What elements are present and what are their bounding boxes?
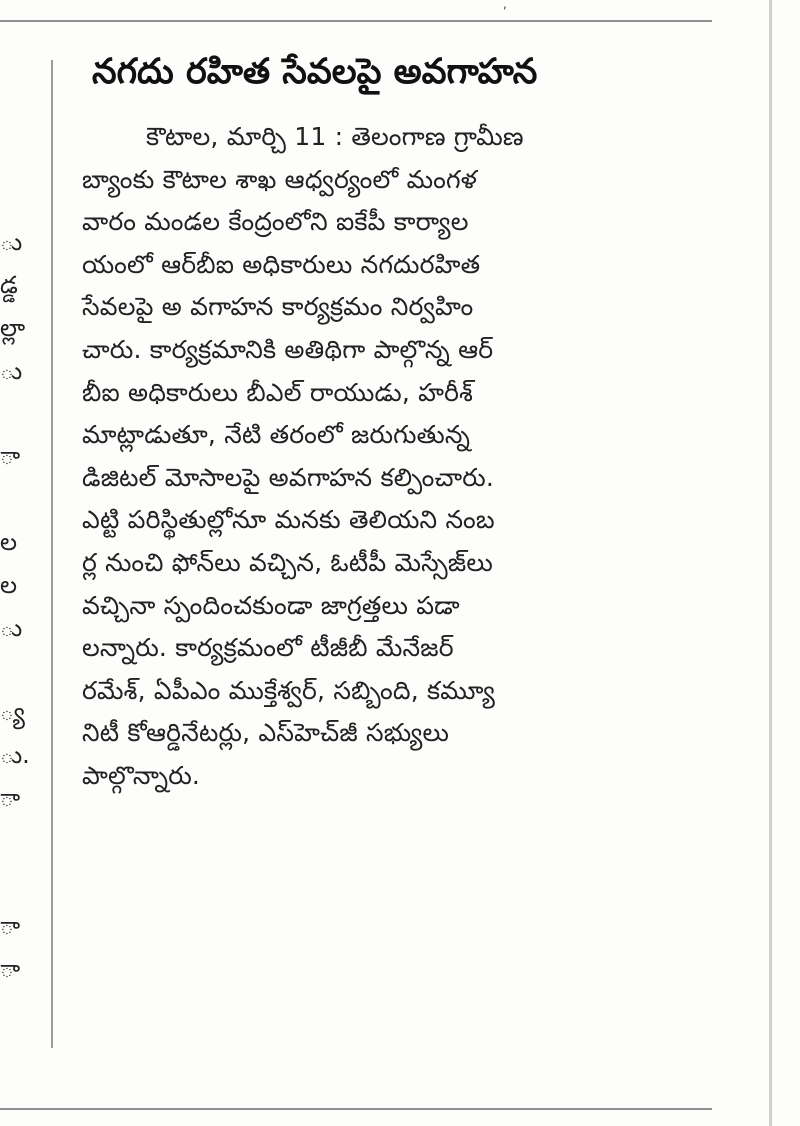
article-line: కౌటాల, మార్చి 11 : తెలంగాణ గ్రామీణ: [146, 122, 524, 151]
adjacent-column-fragment: ు: [0, 614, 23, 642]
adjacent-column-fragment: ా: [0, 784, 21, 812]
page-right-border: [769, 0, 772, 1126]
article-line: డిజిటల్ మోసాలపై అవగాహన కల్పించారు.: [82, 462, 495, 492]
article-headline: నగదు రహిత సేవలపై అవగాహన: [92, 52, 538, 92]
top-divider: [0, 20, 712, 22]
article-line: బీఐ అధికారులు బీఎల్ రాయుడు, హరీశ్: [82, 377, 474, 407]
adjacent-column-fragment: ా: [0, 442, 21, 470]
adjacent-column-cropped: [0, 0, 30, 1126]
article-line: మాట్లాడుతూ, నేటి తరంలో జరుగుతున్న: [82, 420, 471, 450]
adjacent-column-fragment: ్య: [0, 698, 25, 726]
article-line: వారం మండల కేంద్రంలోని ఐకేపీ కార్యాల: [82, 207, 469, 237]
article-line: రమేశ్, ఏపీఎం ముక్తేశ్వర్, సబ్బింది, కమ్యూ: [82, 675, 496, 705]
article-line: యంలో ఆర్‌బీఐ అధికారులు నగదురహిత: [82, 249, 481, 279]
article-line: వచ్చినా స్పందించకుండా జాగ్రత్తలు పడా: [82, 590, 460, 620]
adjacent-column-fragment: ు: [0, 228, 23, 256]
article-line: చారు. కార్యక్రమానికి అతిథిగా పాల్గొన్న ఆర్: [82, 334, 494, 364]
adjacent-column-fragment: ల: [0, 528, 18, 556]
adjacent-column-fragment: ు: [0, 357, 23, 385]
adjacent-column-fragment: డ్డ: [0, 271, 18, 299]
article-line: సేవలపై అ వగాహన కార్యక్రమం నిర్వహిం: [82, 292, 474, 322]
article-line: పాల్గొన్నారు.: [82, 760, 201, 790]
article-body: [82, 116, 722, 798]
article-line: ర్ల నుంచి ఫోన్‌లు వచ్చిన, ఓటీపీ మెస్సేజ్‌లు: [82, 547, 493, 577]
adjacent-column-fragment: ు.: [0, 741, 30, 769]
bottom-divider: [0, 1108, 712, 1110]
adjacent-column-fragment: ా: [0, 912, 21, 940]
article-line: బ్యాంకు కౌటాల శాఖ ఆధ్వర్యంలో మంగళ: [82, 164, 478, 194]
column-separator: [51, 60, 53, 1048]
article-line: లన్నారు. కార్యక్రమంలో టీజీబీ మేనేజర్: [82, 633, 454, 663]
adjacent-column-fragment: ల్లా: [0, 314, 26, 342]
top-cropped-mark: ,: [503, 0, 507, 11]
adjacent-column-fragment: ల: [0, 571, 18, 599]
article-line: నిటీ కోఆర్డినేటర్లు, ఎస్‌హెచ్‌జీ సభ్యులు: [82, 718, 450, 748]
adjacent-column-fragment: ా: [0, 955, 21, 983]
article-line: ఎట్టి పరిస్థితుల్లోనూ మనకు తెలియని నంబ: [82, 505, 495, 535]
